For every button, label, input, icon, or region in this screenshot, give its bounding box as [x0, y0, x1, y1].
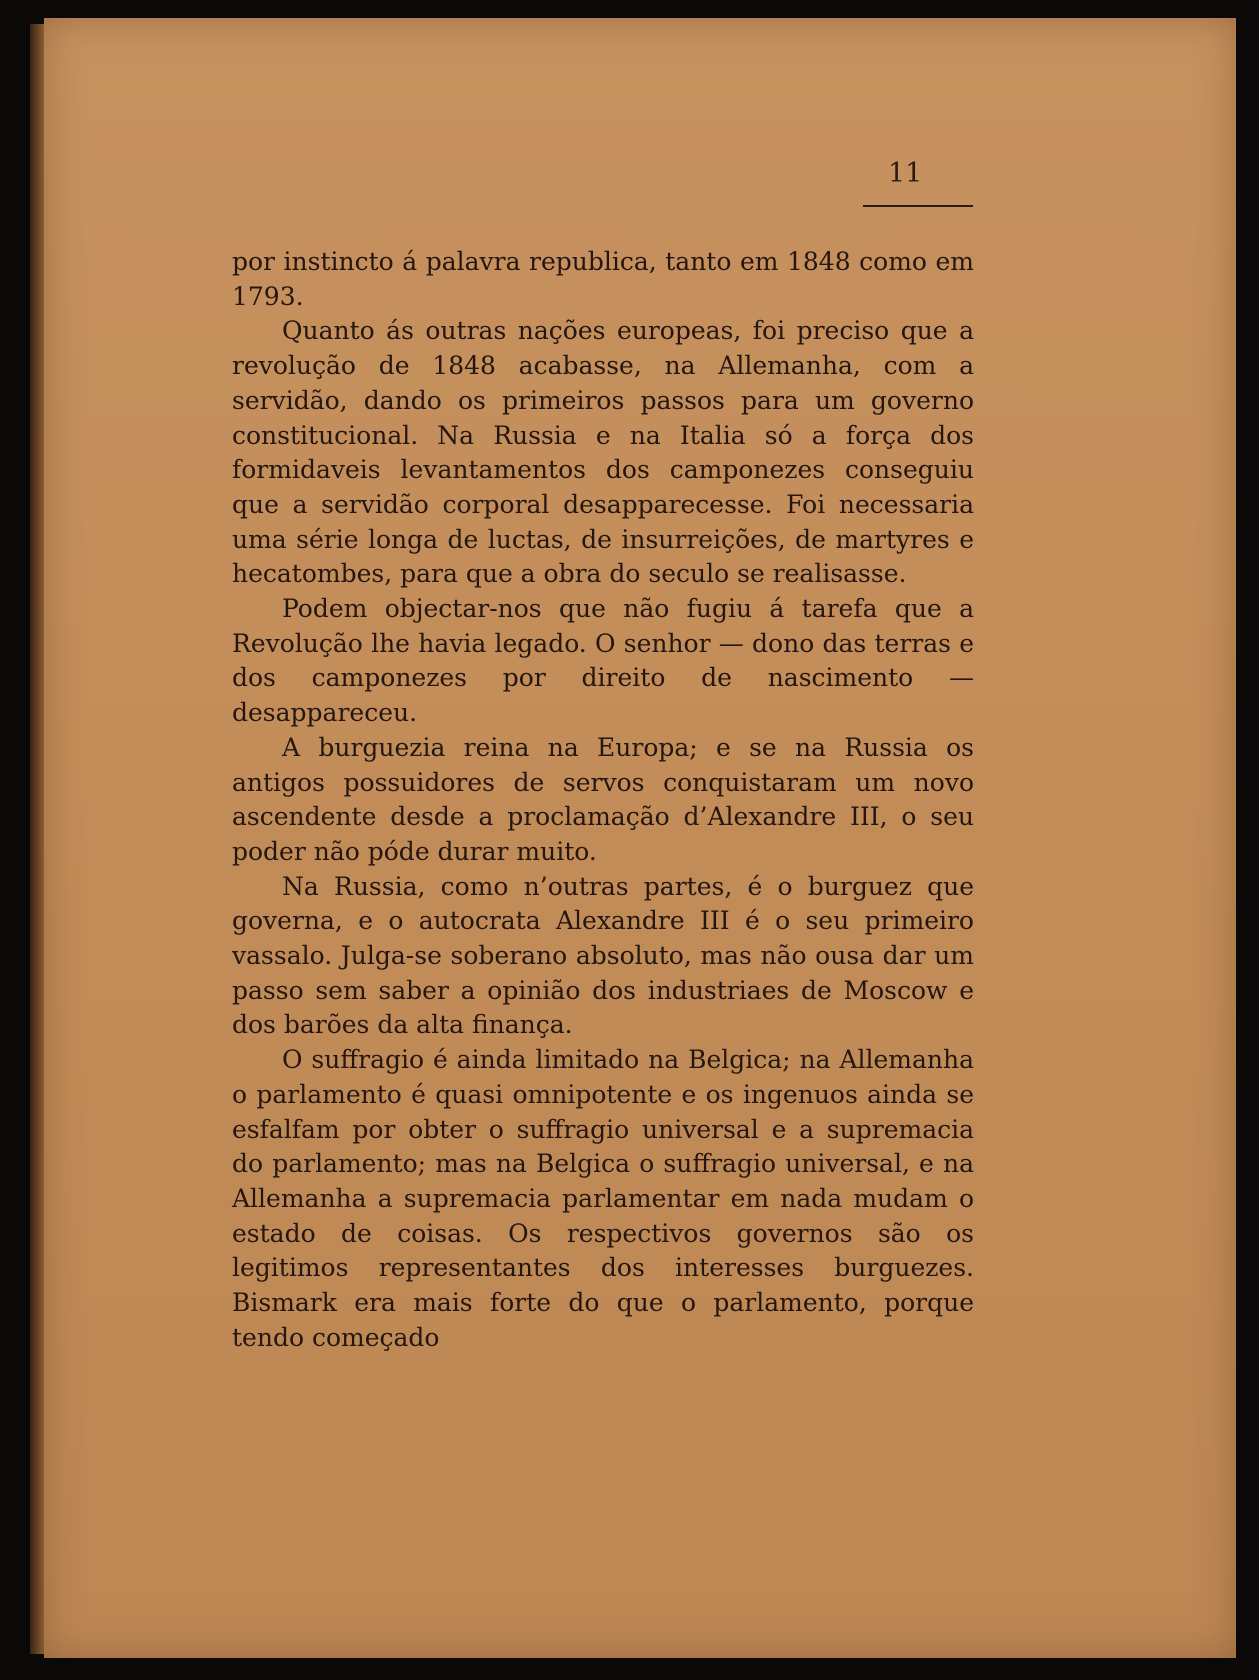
body-text: [232, 245, 974, 1356]
paragraph: Quanto ás outras nações europeas, foi preciso que a revolução de 1848 acabasse, na Allemanha, com a servidão, dando os primeiros passos para um governo constitucional. Na Russia e na Italia só a força dos formidaveis levantamentos dos camponezes conseguiu que a servidão corporal desapparecesse. Foi necessaria uma série longa de luctas, de insurreições, de martyres e hecatombes, para que a obra do seculo se realisasse.: [232, 316, 974, 589]
paragraph: Na Russia, como n’outras partes, é o burguez que governa, e o autocrata Alexandre III é o seu primeiro vassalo. Julga-se soberano absoluto, mas não ousa dar um passo sem saber a opinião dos industriaes de Moscow e dos barões da alta finança.: [232, 871, 974, 1040]
header-rule: [863, 205, 973, 207]
page-number: 11: [888, 158, 923, 189]
paragraph: por instincto á palavra republica, tanto em 1848 como em 1793.: [232, 247, 974, 311]
paragraph: A burguezia reina na Europa; e se na Russia os antigos possuidores de servos conquistaram um novo ascendente desde a proclamação d’Alexandre III, o seu poder não póde durar muito.: [232, 732, 974, 866]
paragraph: O suffragio é ainda limitado na Belgica; na Allemanha o parlamento é quasi omnipotente e os ingenuos ainda se esfalfam por obter o suffragio universal e a supremacia do parlamento; mas na Belgica o suffragio universal, e na Allemanha a supremacia parlamentar em nada mudam o estado de coisas. Os respectivos governos são os legitimos representantes dos interesses burguezes. Bismark era mais forte do que o parlamento, porque tendo começado: [232, 1045, 974, 1352]
paragraph: Podem objectar-nos que não fugiu á tarefa que a Revolução lhe havia legado. O senhor — dono das terras e dos camponezes por direito de nascimento — desappareceu.: [232, 594, 974, 728]
